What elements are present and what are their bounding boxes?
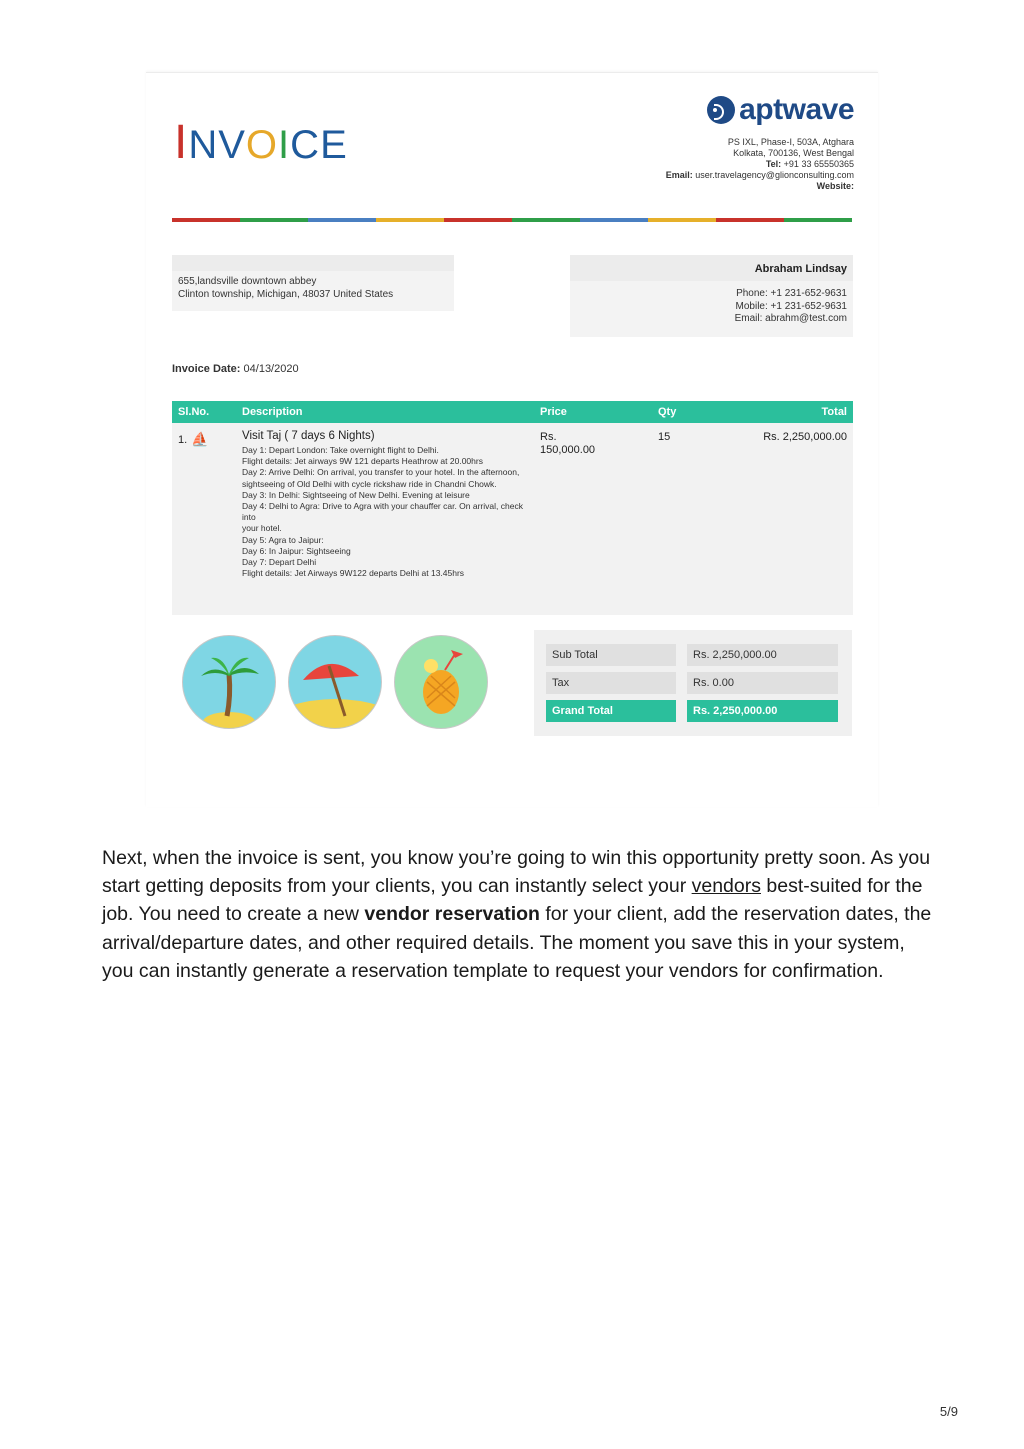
- invoice-title-letter: V: [218, 123, 246, 167]
- invoice-title-letter: O: [245, 123, 279, 167]
- vendor-reservation-bold: vendor reservation: [364, 903, 540, 926]
- invoice-date: [172, 363, 299, 375]
- color-divider-segment: [172, 218, 240, 222]
- aptwave-logo-icon: [707, 96, 735, 124]
- header-sl: Sl.No.: [178, 406, 210, 418]
- client-box: [570, 255, 853, 337]
- client-name: Abraham Lindsay: [570, 255, 853, 281]
- tax-row: Tax Rs. 0.00: [546, 672, 838, 694]
- invoice-title-letter: N: [188, 123, 219, 167]
- item-title: Visit Taj ( 7 days 6 Nights): [242, 430, 375, 442]
- client-phone: Phone: +1 231-652-9631: [736, 288, 847, 299]
- company-website: Website:: [816, 181, 854, 191]
- header-total: Total: [821, 406, 847, 418]
- color-divider-segment: [240, 218, 308, 222]
- color-divider: [172, 218, 852, 222]
- color-divider-segment: [580, 218, 648, 222]
- beach-umbrella-icon: [288, 635, 382, 729]
- header-qty: Qty: [658, 406, 677, 418]
- row-sl: 1. ⛵: [178, 431, 209, 447]
- invoice-title-letter: C: [290, 123, 321, 167]
- item-details: Day 1: Depart London: Take overnight flight to Delhi. Flight details: Jet airways 9W 121 departs Heathrow at 20.00hrs Day 2: Arrive Delhi: On arrival, you transfer to your hotel. In the afternoon, sightseeing of Old Delhi with cycle rickshaw ride in Chandni Chowk. Day 3: In Delhi: Sightseeing of New Delhi. Evening at leisure Day 4: Delhi to Agra: Drive to Agra with your chauffer car. On arrival, check into your hotel. Day 5: Agra to Jaipur: Day 6: In Jaipur: Sightseeing Day 7: Depart Delhi Flight details: Jet Airways 9W122 departs Delhi at 13.45hrs: [242, 445, 523, 579]
- billing-address-line-1: 655,landsville downtown abbey: [178, 276, 317, 287]
- color-divider-segment: [784, 218, 852, 222]
- item-total: Rs. 2,250,000.00: [763, 431, 847, 443]
- table-header: [172, 401, 853, 423]
- invoice-title-letter: I: [174, 116, 189, 169]
- address-line-1: PS IXL, Phase-I, 503A, Atghara: [727, 137, 854, 147]
- invoice-date-value: 04/13/2020: [243, 363, 299, 375]
- body-paragraph: Next, when the invoice is sent, you know you’re going to win this opportunity pretty soon. As you start getting deposits from your clients, you can instantly select your vendors best-suited for the job. You need to create a new vendor reservation for your client, add the reservation dates, the arrival/departure dates, and other required details. The moment you save this in your system, you can instantly generate a reservation template to request your vendors for confirmation.: [102, 846, 932, 983]
- company-address: [666, 137, 854, 192]
- subtotal-row: Sub Total Rs. 2,250,000.00: [546, 644, 838, 666]
- palm-tree-icon: [182, 635, 276, 729]
- color-divider-segment: [308, 218, 376, 222]
- page-number: 5/9: [939, 1404, 958, 1419]
- client-mobile: Mobile: +1 231-652-9631: [735, 300, 847, 312]
- vendors-link[interactable]: vendors: [691, 874, 761, 897]
- items-table: [172, 401, 853, 615]
- pineapple-drink-icon: [394, 635, 488, 729]
- header-description: Description: [242, 406, 303, 418]
- brand-name: aptwave: [739, 93, 854, 126]
- company-email: Email: user.travelagency@glionconsulting.com: [665, 170, 854, 180]
- invoice-date-label: Invoice Date:: [172, 363, 241, 375]
- invoice-title-letter: I: [278, 123, 291, 167]
- aptwave-logo: [707, 93, 854, 127]
- color-divider-segment: [512, 218, 580, 222]
- invoice-title: [174, 116, 348, 169]
- color-divider-segment: [716, 218, 784, 222]
- item-price: Rs. 150,000.00: [540, 431, 596, 456]
- grand-total-row: Grand Total Rs. 2,250,000.00: [546, 700, 838, 722]
- billing-address-box: [172, 255, 454, 311]
- color-divider-segment: [376, 218, 444, 222]
- invoice-title-letter: E: [320, 123, 348, 167]
- sailboat-icon: ⛵: [191, 431, 209, 447]
- invoice-image: [146, 72, 878, 807]
- company-tel: Tel: +91 33 65550365: [765, 159, 854, 169]
- totals-box: [534, 630, 852, 736]
- color-divider-segment: [444, 218, 512, 222]
- item-qty: 15: [658, 431, 671, 443]
- header-price: Price: [540, 406, 567, 418]
- billing-address-line-2: Clinton township, Michigan, 48037 United States: [178, 289, 394, 300]
- color-divider-segment: [648, 218, 716, 222]
- address-line-2: Kolkata, 700136, West Bengal: [733, 148, 854, 158]
- client-email: Email: abrahm@test.com: [734, 313, 847, 324]
